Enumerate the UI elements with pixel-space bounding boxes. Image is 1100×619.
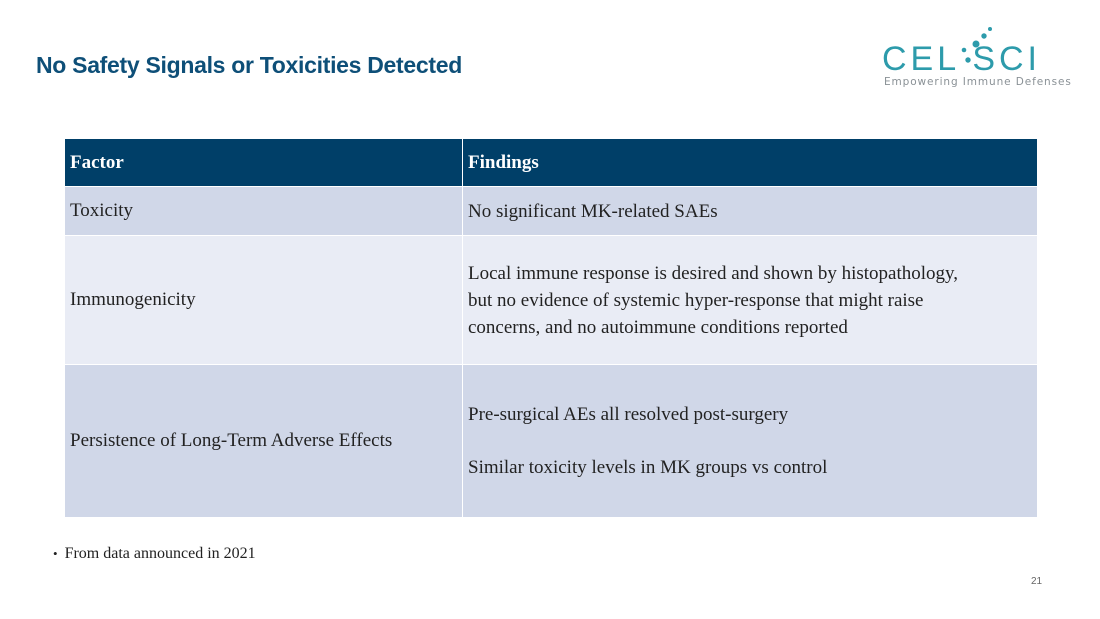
bullet-icon: • bbox=[53, 546, 58, 561]
table-row bbox=[65, 236, 1038, 365]
factor-cell: Persistence of Long-Term Adverse Effects bbox=[65, 365, 463, 518]
findings-cell bbox=[463, 236, 1038, 365]
footnote-text: From data announced in 2021 bbox=[64, 545, 256, 562]
page-number: 21 bbox=[1031, 576, 1043, 587]
finding-text: Pre-surgical AEs all resolved post-surgery bbox=[468, 403, 789, 425]
footnote bbox=[53, 545, 256, 563]
slide-title: No Safety Signals or Toxicities Detected bbox=[36, 52, 462, 78]
table-row bbox=[65, 187, 1038, 236]
findings-cell bbox=[463, 365, 1038, 518]
finding-text: concerns, and no autoimmune conditions reported bbox=[468, 316, 848, 338]
factor-cell: Immunogenicity bbox=[65, 236, 463, 365]
findings-cell bbox=[463, 187, 1038, 236]
column-header-factor: Factor bbox=[65, 139, 463, 187]
finding-text: Local immune response is desired and shown by histopathology, bbox=[468, 262, 959, 284]
factor-cell: Toxicity bbox=[65, 187, 463, 236]
logo-name: CEL SCI bbox=[882, 40, 1042, 78]
finding-text: No significant MK-related SAEs bbox=[468, 200, 718, 222]
finding-text: but no evidence of systemic hyper-response that might raise bbox=[468, 289, 924, 311]
table-header-row bbox=[65, 139, 1038, 187]
table-row bbox=[65, 365, 1038, 518]
safety-findings-table bbox=[64, 138, 1038, 518]
finding-text: Similar toxicity levels in MK groups vs control bbox=[468, 456, 828, 478]
logo-tagline: Empowering Immune Defenses bbox=[884, 76, 1072, 88]
column-header-findings: Findings bbox=[463, 139, 1038, 187]
company-logo bbox=[882, 26, 1072, 90]
